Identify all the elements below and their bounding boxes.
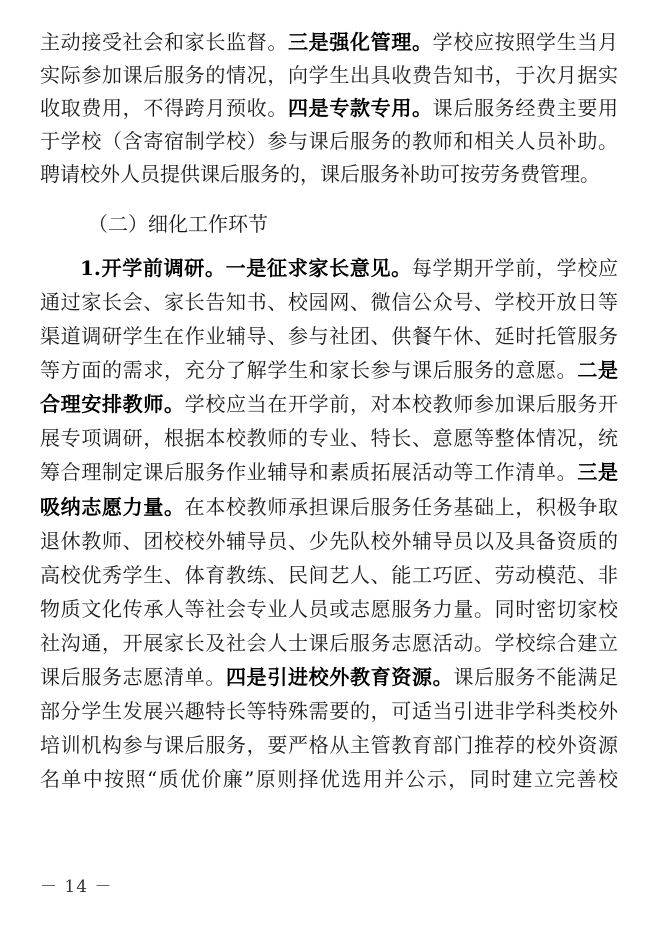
text-line — [80, 252, 618, 284]
bold-text-run: 1.开学前调研。一是征求家长意见。 — [80, 256, 412, 280]
text-line — [40, 763, 618, 795]
text-line — [40, 422, 618, 454]
page-number: － 14 － — [40, 877, 113, 897]
text-run: 展专项调研，根据本校教师的专业、特长、意愿等整体情况，统 — [40, 426, 618, 450]
text-line — [40, 593, 618, 625]
text-line — [88, 208, 618, 240]
text-run: 高校优秀学生、体育教练、民间艺人、能工巧匠、劳动模范、非 — [40, 563, 618, 587]
text-run: 培训机构参与课后服务，要严格从主管教育部门推荐的校外资源 — [40, 733, 618, 757]
bold-text-run: 合理安排教师。 — [40, 392, 185, 416]
text-line — [40, 559, 618, 591]
bold-text-run: 三是 — [577, 460, 619, 484]
text-run: 学校应按照学生当月 — [432, 30, 619, 54]
text-run: 部分学生发展兴趣特长等特殊需要的，可适当引进非学科类校外 — [40, 699, 618, 723]
text-run: 课后服务经费主要用 — [432, 96, 619, 120]
text-line — [40, 661, 618, 693]
text-run: 实际参加课后服务的情况，向学生出具收费告知书，于次月据实 — [40, 63, 618, 87]
text-run: 在本校教师承担课后服务任务基础上，积极争取 — [184, 495, 619, 519]
text-run: 收取费用，不得跨月预收。 — [40, 96, 288, 120]
text-line — [40, 286, 618, 318]
text-line — [40, 158, 618, 190]
text-line — [40, 388, 618, 420]
text-line — [40, 320, 618, 352]
bold-text-run: 吸纳志愿力量。 — [40, 495, 185, 519]
text-run: 课后服务不能满足 — [453, 665, 619, 689]
text-run: 每学期开学前，学校应 — [411, 256, 619, 280]
text-line — [40, 26, 618, 58]
text-run: 聘请校外人员提供课后服务的，课后服务补助可按劳务费管理。 — [40, 162, 600, 186]
text-run: 等方面的需求，充分了解学生和家长参与课后服务的意愿。 — [40, 358, 578, 382]
text-line — [40, 695, 618, 727]
bold-text-run: 三是强化管理。 — [288, 30, 433, 54]
text-run: 通过家长会、家长告知书、校园网、微信公众号、学校开放日等 — [40, 290, 618, 314]
bold-text-run: 二是 — [577, 358, 619, 382]
text-line — [40, 456, 618, 488]
text-run: 社沟通，开展家长及社会人士课后服务志愿活动。学校综合建立 — [40, 631, 618, 655]
text-run: 于学校（含寄宿制学校）参与课后服务的教师和相关人员补助。 — [40, 129, 618, 153]
text-run: 筹合理制定课后服务作业辅导和素质拓展活动等工作清单。 — [40, 460, 578, 484]
text-line — [40, 627, 618, 659]
text-run: （二）细化工作环节 — [88, 212, 268, 236]
text-line — [40, 729, 618, 761]
bold-text-run: 四是专款专用。 — [288, 96, 433, 120]
text-line — [40, 354, 618, 386]
text-run: 课后服务志愿清单。 — [40, 665, 226, 689]
text-line — [40, 491, 618, 523]
text-run: 主动接受社会和家长监督。 — [40, 30, 288, 54]
text-run: 学校应当在开学前，对本校教师参加课后服务开 — [184, 392, 619, 416]
text-run: 退休教师、团校校外辅导员、少先队校外辅导员以及具备资质的 — [40, 529, 618, 553]
bold-text-run: 四是引进校外教育资源。 — [226, 665, 454, 689]
text-line — [40, 525, 618, 557]
text-line — [40, 92, 618, 124]
text-run: 渠道调研学生在作业辅导、参与社团、供餐午休、延时托管服务 — [40, 324, 618, 348]
text-line — [40, 125, 618, 157]
text-run: 物质文化传承人等社会专业人员或志愿服务力量。同时密切家校 — [40, 597, 618, 621]
text-line — [40, 59, 618, 91]
text-run: 名单中按照“质优价廉”原则择优选用并公示，同时建立完善校 — [40, 767, 618, 791]
